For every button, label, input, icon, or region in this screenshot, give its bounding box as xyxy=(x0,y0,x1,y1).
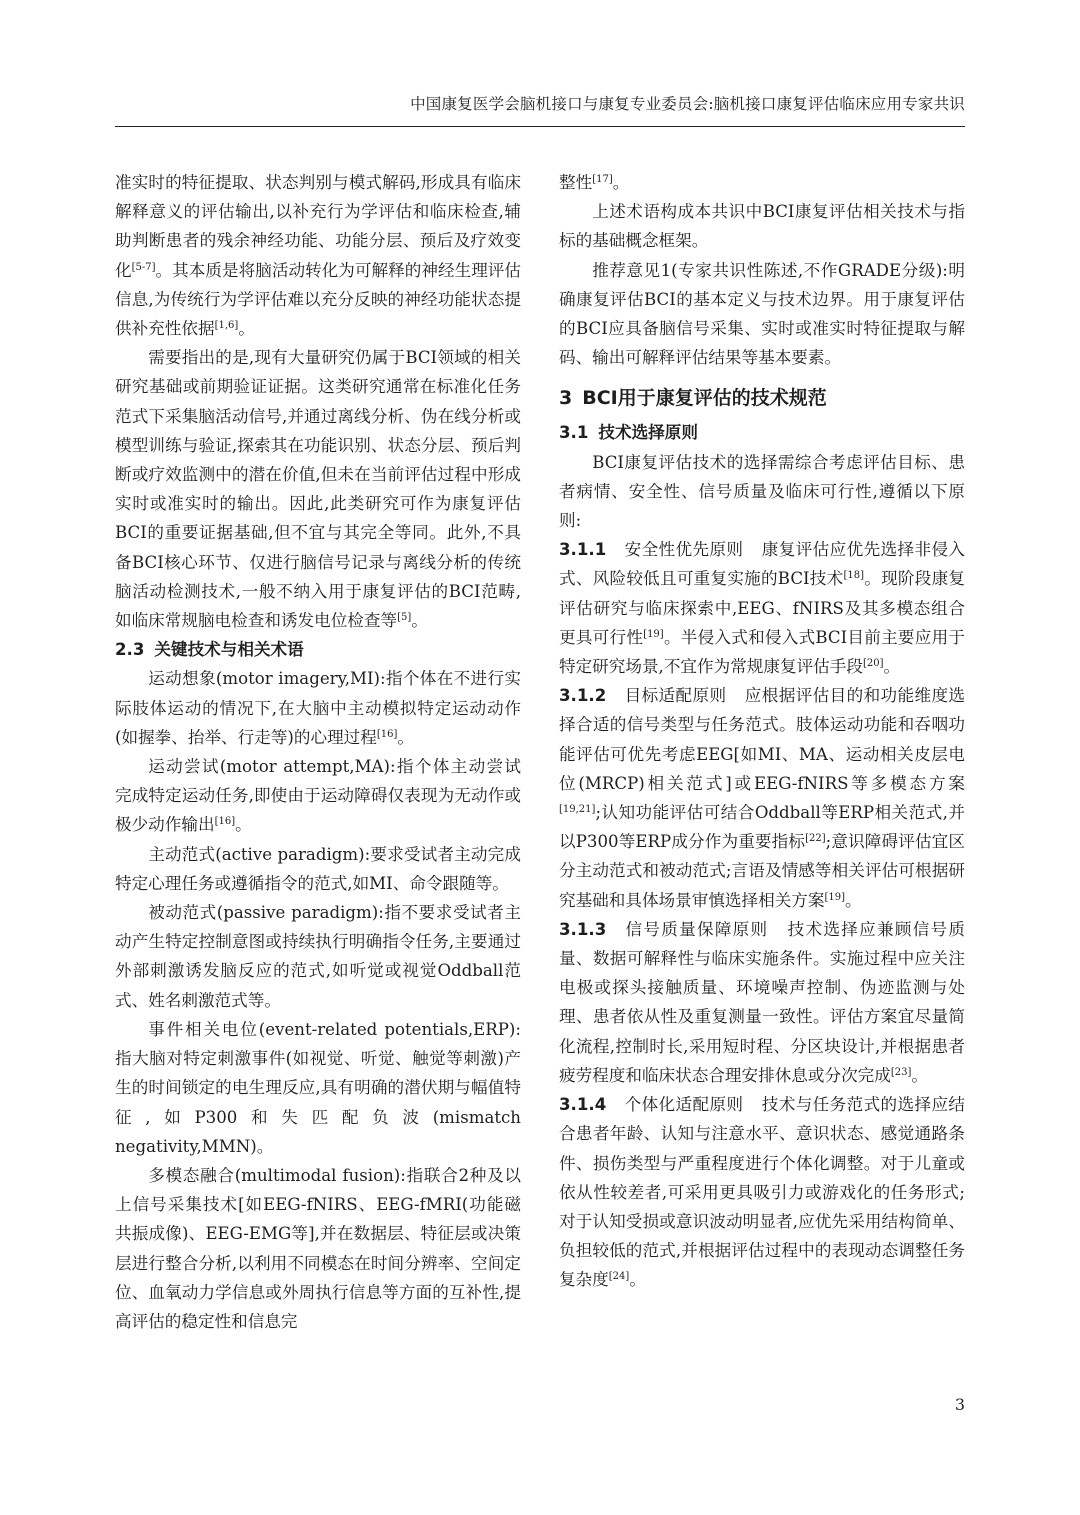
paragraph-end: 。 xyxy=(629,1270,646,1290)
paragraph-continuation xyxy=(115,168,521,343)
paragraph-end: 。 xyxy=(397,727,414,747)
paragraph-text: 技术选择应兼顾信号质量、数据可解释性与临床实施条件。实施过程中应关注电极或探头接触质量、环境噪声控制、伪迹监测与处理、患者依从性及重复测量一致性。评估方案宜尽量简化流程,控制时长,采用短时程、分区块设计,并根据患者疲劳程度和临床状态合理安排休息或分次完成 xyxy=(559,919,966,1085)
citation: [5-7] xyxy=(131,261,156,273)
citation: [22] xyxy=(805,833,826,845)
paragraph-end: 。 xyxy=(911,1065,928,1085)
paragraph-research-note xyxy=(115,343,521,635)
paragraph-text: 运动尝试(motor attempt,MA):指个体主动尝试完成特定运动任务,即使由于运动障碍仅表现为无动作或极少动作输出 xyxy=(115,757,521,835)
subsection-title: 个体化适配原则 xyxy=(624,1095,744,1115)
term-passive-paradigm: 被动范式(passive paradigm):指不要求受试者主动产生特定控制意图或持续执行明确指令任务,主要通过外部刺激诱发脑反应的范式,如听觉或视觉Oddball范式、姓名刺激范式等。 xyxy=(115,903,521,1010)
citation: [16] xyxy=(376,728,398,740)
section-number: 3 xyxy=(559,387,573,410)
citation: [5] xyxy=(397,612,412,624)
subsection-title: 安全性优先原则 xyxy=(624,540,744,560)
citation: [19,21] xyxy=(559,804,596,816)
citation: [19] xyxy=(643,628,664,640)
paragraph-end: 。 xyxy=(238,319,255,339)
paragraph-text: 康复评估应优先选择非侵入式、风险较低且可重复实施的BCI技术 xyxy=(559,540,966,589)
subsection-title: 目标适配原则 xyxy=(624,686,727,706)
paragraph-end: 。 xyxy=(845,890,862,910)
term-active-paradigm: 主动范式(active paradigm):要求受试者主动完成特定心理任务或遵循指令的范式,如MI、命令跟随等。 xyxy=(115,844,521,893)
paragraph-text: 技术与任务范式的选择应结合患者年龄、认知与注意水平、意识状态、感觉通路条件、损伤类型与严重程度进行个体化调整。对于儿童或依从性较差者,可采用更具吸引力或游戏化的任务形式;对于认知受损或意识波动明显者,应优先采用结构简单、负担较低的范式,并根据评估过程中的表现动态调整任务复杂度 xyxy=(559,1095,966,1290)
paragraph-text: ;认知功能评估可结合Oddball等ERP相关范式,并以P300等ERP成分作为重要指标 xyxy=(559,803,965,852)
term-motor-attempt xyxy=(115,752,521,840)
citation: [16] xyxy=(214,816,236,828)
subsection-title: 信号质量保障原则 xyxy=(624,919,769,939)
paragraph-text: 应根据评估目的和功能维度选择合适的信号类型与任务范式。肢体运动功能和吞咽功能评估可优先考虑EEG[如MI、MA、运动相关皮层电位(MRCP)相关范式]或EEG-fNIRS等多模态方案 xyxy=(559,686,966,793)
citation: [20] xyxy=(862,658,884,670)
paragraph-text: 。半侵入式和侵入式BCI目前主要应用于特定研究场景,不宜作为常规康复评估手段 xyxy=(559,627,966,677)
header-rule xyxy=(115,126,965,127)
paragraph-text: 运动想象(motor imagery,MI):指个体在不进行实际肢体运动的情况下,在大脑中主动模拟特定运动动作(如握拳、抬举、行走等)的心理过程 xyxy=(115,669,521,747)
citation: [23] xyxy=(890,1066,912,1078)
section-heading-3-1 xyxy=(559,418,965,447)
subsection-3-1-4 xyxy=(559,1090,965,1294)
citation: [18] xyxy=(843,570,864,582)
subsection-3-1-3 xyxy=(559,915,965,1090)
section-heading-3 xyxy=(559,378,965,418)
paragraph-continuation xyxy=(559,168,965,197)
section-title: BCI用于康复评估的技术规范 xyxy=(582,387,827,410)
paragraph-concept-framework: 上述术语构成本共识中BCI康复评估相关技术与指标的基础概念框架。 xyxy=(559,202,965,251)
section-title: 关键技术与相关术语 xyxy=(154,640,304,660)
citation: [1,6] xyxy=(214,320,239,332)
subsection-3-1-1 xyxy=(559,535,965,681)
paragraph-text: 。其本质是将脑活动转化为可解释的神经生理评估信息,为传统行为学评估难以充分反映的神经功能状态提供补充性依据 xyxy=(115,260,522,339)
paragraph-principles-intro: BCI康复评估技术的选择需综合考虑评估目标、患者病情、安全性、信号质量及临床可行性,遵循以下原则: xyxy=(559,452,965,531)
subsection-number: 3.1.4 xyxy=(559,1095,607,1115)
paragraph-text: 。现阶段康复评估研究与临床探索中,EEG、fNIRS及其多模态组合更具可行性 xyxy=(559,569,965,647)
term-motor-imagery xyxy=(115,664,521,752)
citation: [19] xyxy=(824,891,846,903)
running-title: 中国康复医学会脑机接口与康复专业委员会:脑机接口康复评估临床应用专家共识 xyxy=(410,95,965,113)
subsection-number: 3.1.3 xyxy=(559,919,607,939)
term-multimodal-fusion: 多模态融合(multimodal fusion):指联合2种及以上信号采集技术[如EEG-fNIRS、EEG-fMRI(功能磁共振成像)、EEG-EMG等],并在数据层、特征层或决策层进行整合分析,以利用不同模态在时间分辨率、空间定位、血氧动力学信息或外周执行信息等方面的互补性,提高评估的稳定性和信息完 xyxy=(115,1165,521,1331)
subsection-number: 3.1.1 xyxy=(559,540,607,560)
paragraph-end: 。 xyxy=(235,815,252,835)
paragraph-text: ;意识障碍评估宜区分主动范式和被动范式;言语及情感等相关评估可根据研究基础和具体场景审慎选择相关方案 xyxy=(559,832,965,910)
page-number: 3 xyxy=(954,1395,965,1414)
term-erp: 事件相关电位(event-related potentials,ERP):指大脑对特定刺激事件(如视觉、听觉、触觉等刺激)产生的时间锁定的电生理反应,具有明确的潜伏期与幅值特征,如P300和失匹配负波(mismatch negativity,MMN)。 xyxy=(115,1019,521,1156)
paragraph-end: 。 xyxy=(411,611,428,631)
section-number: 3.1 xyxy=(559,423,589,443)
paragraph-end: 。 xyxy=(883,657,901,677)
citation: [24] xyxy=(608,1271,630,1283)
paragraph-text: 整性 xyxy=(559,173,593,192)
right-column xyxy=(559,168,965,1295)
section-title: 技术选择原则 xyxy=(598,423,698,443)
left-column xyxy=(115,168,521,1336)
section-number: 2.3 xyxy=(115,640,145,660)
recommendation-1: 推荐意见1(专家共识性陈述,不作GRADE分级):明确康复评估BCI的基本定义与技术边界。用于康复评估的BCI应具备脑信号采集、实时或准实时特征提取与解码、输出可解释评估结果等基本要素。 xyxy=(559,260,965,368)
paragraph-text: 准实时的特征提取、状态判别与模式解码,形成具有临床解释意义的评估输出,以补充行为学评估和临床检查,辅助判断患者的残余神经功能、功能分层、预后及疗效变化 xyxy=(115,173,521,280)
subsection-3-1-2 xyxy=(559,681,965,915)
subsection-number: 3.1.2 xyxy=(559,686,607,706)
paragraph-end: 。 xyxy=(612,173,630,192)
paragraph-text: 需要指出的是,现有大量研究仍属于BCI领域的相关研究基础或前期验证证据。这类研究通常在标准化任务范式下采集脑活动信号,并通过离线分析、伪在线分析或模型训练与验证,探索其在功能识别、状态分层、预后判断或疗效监测中的潜在价值,但未在当前评估过程中形成实时或准实时的输出。因此,此类研究可作为康复评估BCI的重要证据基础,但不宜与其完全等同。此外,不具备BCI核心环节、仅进行脑信号记录与离线分析的传统脑活动检测技术,一般不纳入用于康复评估的BCI范畴,如临床常规脑电检查和诱发电位检查等 xyxy=(115,348,521,631)
citation: [17] xyxy=(592,174,613,185)
section-heading-2-3 xyxy=(115,635,521,664)
